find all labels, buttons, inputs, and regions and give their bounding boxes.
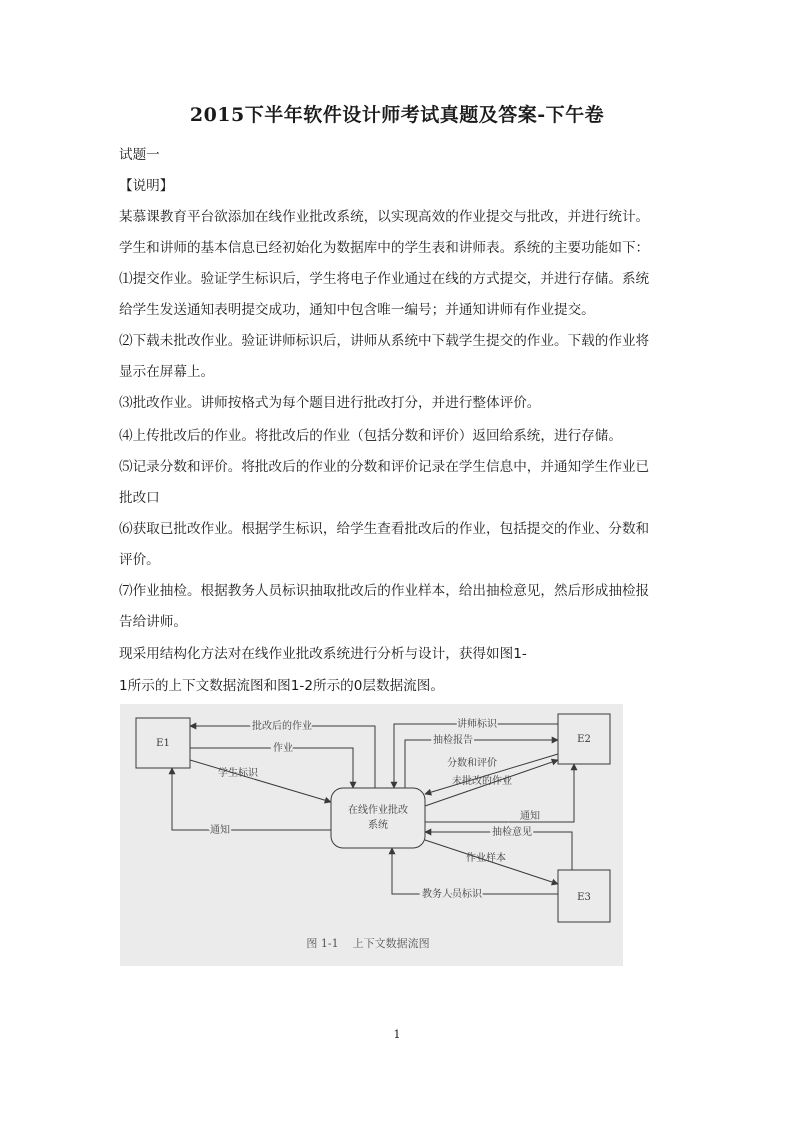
flow-homework (190, 748, 353, 788)
context-dfd-figure (120, 704, 623, 966)
flow-score-eval-label: 分数和评价 (447, 758, 497, 769)
flow-ungraded-homework-label: 未批改的作业 (452, 776, 512, 787)
paragraph-line: 告给讲师。 (119, 614, 187, 630)
entity-e1-label: E1 (156, 738, 170, 749)
flow-audit-report-label: 抽检报告 (433, 735, 473, 746)
paragraph-line: 批改口 (119, 490, 160, 506)
process-label-line1: 在线作业批改 (348, 805, 408, 816)
process-node (331, 788, 425, 848)
flow-student-id-label: 学生标识 (218, 768, 258, 779)
page-number: 1 (393, 1028, 401, 1041)
entity-e3-label: E3 (577, 892, 591, 903)
entity-e2-label: E2 (577, 734, 591, 745)
flow-notice-e1-label: 通知 (210, 825, 230, 836)
paragraph-line: ⑹获取已批改作业。根据学生标识，给学生查看批改后的作业，包括提交的作业、分数和 (119, 521, 650, 537)
process-label-line2: 系统 (368, 820, 388, 831)
flow-audit-opinion-label: 抽检意见 (492, 827, 532, 838)
flow-staff-id-label: 教务人员标识 (422, 889, 482, 900)
flow-teacher-id-label: 讲师标识 (457, 719, 497, 730)
flow-notice-e2 (425, 764, 574, 822)
figure-caption: 图 1-1 上下文数据流图 (306, 937, 430, 950)
paragraph-line: 学生和讲师的基本信息已经初始化为数据库中的学生表和讲师表。系统的主要功能如下： (119, 240, 650, 256)
flow-homework-label: 作业 (273, 743, 293, 754)
paragraph-line: ⑵下载未批改作业。验证讲师标识后，讲师从系统中下载学生提交的作业。下载的作业将 (119, 333, 650, 349)
section-subheading: 【说明】 (119, 178, 174, 194)
paragraph-line: 现采用结构化方法对在线作业批改系统进行分析与设计，获得如图1- (119, 646, 527, 662)
paragraph-line: 给学生发送通知表明提交成功，通知中包含唯一编号；并通知讲师有作业提交。 (119, 302, 595, 318)
document-title: 2015下半年软件设计师考试真题及答案-下午卷 (189, 104, 605, 126)
paragraph-line: ⑸记录分数和评价。将批改后的作业的分数和评价记录在学生信息中，并通知学生作业已 (119, 459, 650, 475)
paragraph-line: 某慕课教育平台欲添加在线作业批改系统，以实现高效的作业提交与批改，并进行统计。 (119, 209, 650, 225)
paragraph-line: ⑺作业抽检。根据教务人员标识抽取批改后的作业样本，给出抽检意见，然后形成抽检报 (119, 583, 650, 599)
paragraph-line: ⑴提交作业。验证学生标识后，学生将电子作业通过在线的方式提交，并进行存储。系统 (119, 271, 650, 287)
flow-student-id (190, 760, 331, 802)
section-heading: 试题一 (119, 147, 160, 163)
paragraph-line: ⑶批改作业。讲师按格式为每个题目进行批改打分，并进行整体评价。 (119, 395, 541, 411)
paragraph-line: ⑷上传批改后的作业。将批改后的作业（包括分数和评价）返回给系统，进行存储。 (119, 428, 622, 444)
paragraph-line: 评价。 (119, 552, 160, 568)
flow-notice-e2-label: 通知 (520, 811, 540, 822)
paragraph-line: 1所示的上下文数据流图和图1-2所示的0层数据流图。 (119, 678, 444, 694)
paragraph-line: 显示在屏幕上。 (119, 364, 215, 380)
flow-graded-homework-label: 批改后的作业 (252, 721, 312, 732)
flow-homework-sample-label: 作业样本 (466, 853, 506, 864)
